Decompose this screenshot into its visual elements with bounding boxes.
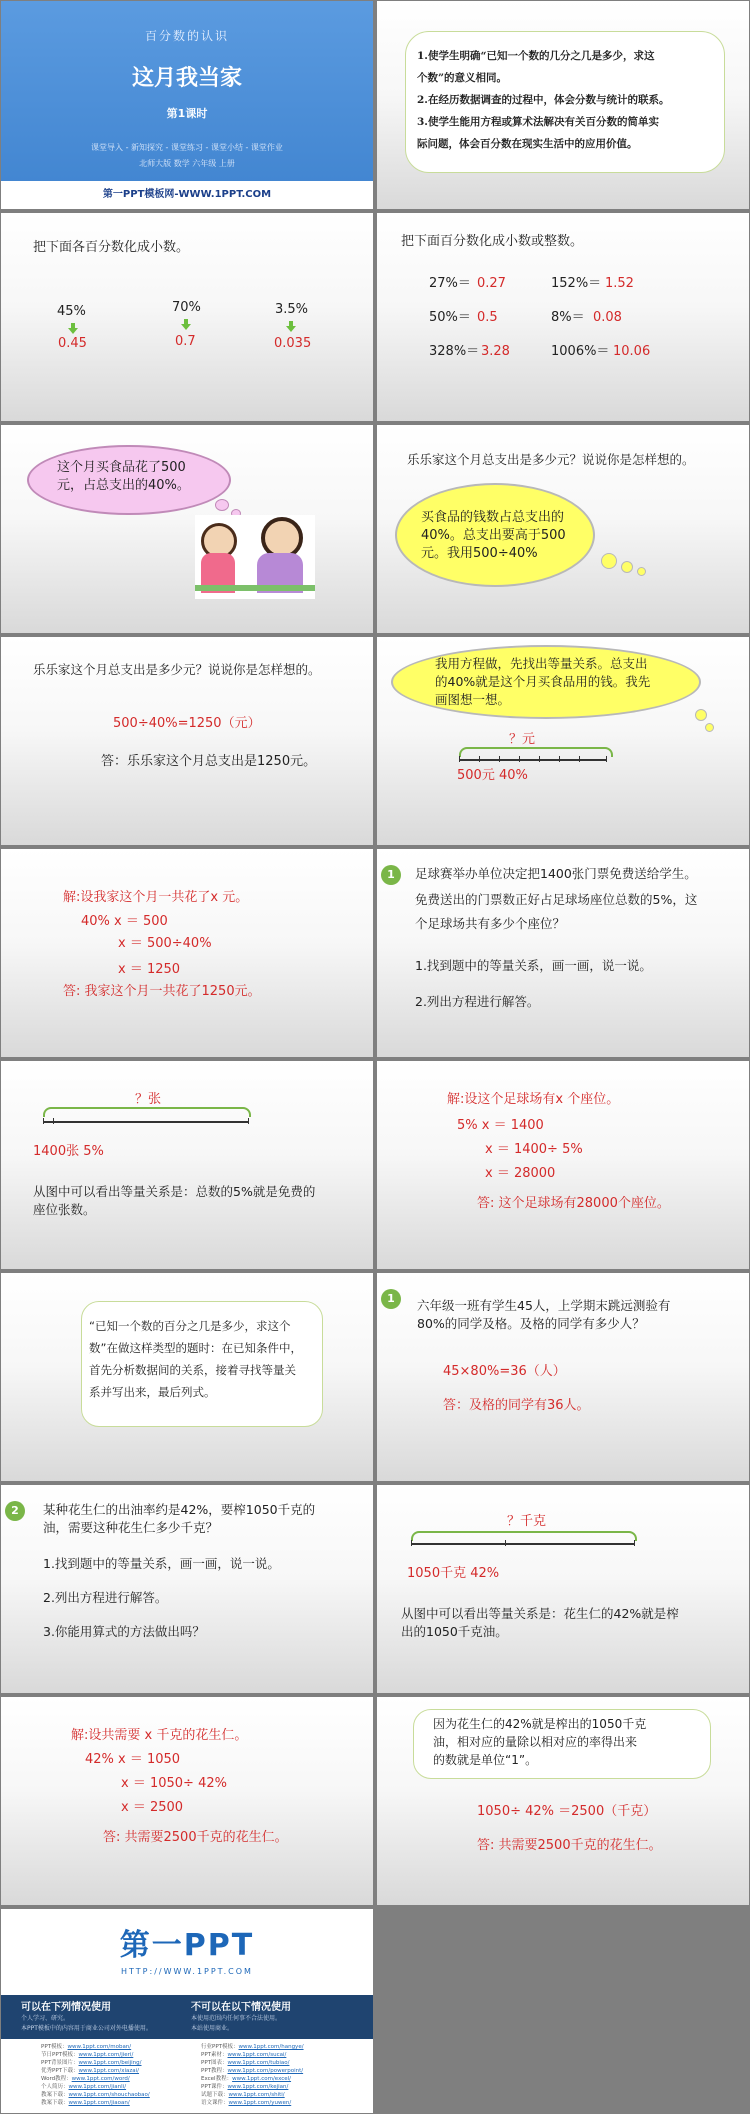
terms-note: 本站使用商业。 bbox=[191, 2025, 234, 2032]
slide-title[interactable] bbox=[1, 1, 373, 209]
problem-number-badge: 1 bbox=[381, 865, 401, 885]
step-line: 2.列出方程进行解答。 bbox=[43, 1590, 168, 1605]
percent-value: 45% bbox=[57, 304, 86, 319]
slide-solution-peanut[interactable] bbox=[1, 1697, 373, 1905]
resource-link-label: 行业PPT模板： bbox=[201, 2044, 239, 2050]
slide-main-title: 这月我当家 bbox=[131, 66, 242, 91]
resource-link-url[interactable]: www.1ppt.com/beijing/ bbox=[78, 2060, 142, 2066]
resource-link-url[interactable]: www.1ppt.com/jieri/ bbox=[78, 2052, 134, 2058]
step-line: 2.列出方程进行解答。 bbox=[415, 994, 540, 1009]
question-text: 乐乐家这个月总支出是多少元？说说你是怎样想的。 bbox=[33, 662, 321, 677]
slide-diagram-tickets[interactable] bbox=[1, 1061, 373, 1269]
calculation: 1050÷ 42% ＝2500（千克） bbox=[477, 1804, 657, 1819]
diagram-bottom-label: 500元 40% bbox=[457, 768, 528, 783]
step-line: 3.你能用算式的方法做出吗？ bbox=[43, 1624, 205, 1639]
solution-line: x ＝ 28000 bbox=[485, 1166, 556, 1181]
diagram-line bbox=[43, 1121, 249, 1123]
solution-line: 5% x ＝ 1400 bbox=[457, 1118, 544, 1133]
resource-link-row[interactable] bbox=[201, 2075, 291, 2083]
objective-line: 际问题，体会百分数在现实生活中的应用价值。 bbox=[417, 138, 638, 150]
slide-equation-think[interactable] bbox=[377, 637, 749, 845]
section-list: 课堂导入 - 新知探究 - 课堂练习 - 课堂小结 - 课堂作业 bbox=[91, 143, 283, 152]
site-name: 第一PPT模板网-WWW.1PPT.COM bbox=[102, 189, 272, 200]
resource-link-label: PPT模板： bbox=[41, 2044, 68, 2050]
relation-text: 从图中可以看出等量关系是：花生仁的42%就是榨 bbox=[401, 1606, 679, 1621]
table bbox=[195, 585, 315, 591]
resource-link-label: Word教程： bbox=[41, 2076, 72, 2082]
resource-link-row[interactable] bbox=[41, 2043, 131, 2051]
diagram-brace bbox=[43, 1107, 251, 1117]
slide-convert-mixed[interactable] bbox=[377, 213, 749, 421]
summary-line: 系并写出来，最后列式。 bbox=[89, 1385, 216, 1399]
slide-think-1[interactable] bbox=[377, 425, 749, 633]
brand-url: HTTP://WWW.1PPT.COM bbox=[121, 1967, 253, 1976]
bubble-line: 的40%就是这个月买食品用的钱。我先 bbox=[435, 674, 651, 689]
bubble-dot bbox=[601, 553, 617, 569]
bubble-line: 元，占总支出的40%。 bbox=[57, 478, 190, 493]
resource-link-row[interactable] bbox=[41, 2075, 130, 2083]
resource-link-label: 教案下载： bbox=[41, 2092, 69, 2098]
slide-practice-1[interactable] bbox=[377, 1273, 749, 1481]
question-text: 乐乐家这个月总支出是多少元？说说你是怎样想的。 bbox=[407, 452, 695, 467]
problem-line: 免费送出的门票数正好占足球场座位总数的5%，这 bbox=[415, 892, 698, 907]
solution-line: x ＝ 500÷40% bbox=[118, 936, 212, 951]
problem-line: 足球赛举办单位决定把1400张门票免费送给学生。 bbox=[415, 866, 697, 881]
question: 50%＝ bbox=[429, 310, 471, 325]
resource-link-row[interactable] bbox=[41, 2059, 142, 2067]
explanation-line: 油，相对应的量除以相对应的率得出来 bbox=[433, 1735, 638, 1749]
resource-link-row[interactable] bbox=[41, 2067, 139, 2075]
decimal-answer: 0.035 bbox=[274, 336, 312, 351]
diagram-top-label: ？张 bbox=[135, 1092, 162, 1107]
objective-line: 3.使学生能用方程或算术法解决有关百分数的简单实 bbox=[417, 116, 659, 128]
answer: 1.52 bbox=[605, 276, 634, 291]
question: 1006%＝ bbox=[551, 344, 610, 359]
bubble-line: 画图想一想。 bbox=[435, 692, 511, 707]
resource-link-row[interactable] bbox=[41, 2091, 150, 2099]
resource-link-row[interactable] bbox=[41, 2051, 133, 2059]
exercise-heading: 把下面百分数化成小数或整数。 bbox=[401, 234, 584, 249]
answer-text: 答: 共需要2500千克的花生仁。 bbox=[477, 1838, 662, 1853]
resource-link-url[interactable]: www.1ppt.com/yuwen/ bbox=[228, 2100, 292, 2106]
terms-note: 本使用范围内任何事不合法使用。 bbox=[191, 2015, 282, 2022]
resource-link-label: 个人简历： bbox=[41, 2084, 69, 2090]
question: 152%＝ bbox=[551, 276, 602, 291]
problem-line: 80%的同学及格。及格的同学有多少人？ bbox=[417, 1316, 645, 1331]
resource-link-url[interactable]: www.1ppt.com/powerpoint/ bbox=[227, 2068, 304, 2074]
down-arrow-icon bbox=[181, 319, 191, 330]
objective-line: 1.使学生明确“已知一个数的几分之几是多少，求这 bbox=[417, 50, 655, 62]
answer-text: 答：乐乐家这个月总支出是1250元。 bbox=[101, 754, 317, 769]
explanation-line: 因为花生仁的42%就是榨出的1050千克 bbox=[433, 1717, 647, 1731]
resource-link-url[interactable]: www.1ppt.com/sucai/ bbox=[227, 2052, 287, 2058]
objective-line: 2.在经历数据调查的过程中，体会分数与统计的联系。 bbox=[417, 94, 670, 106]
down-arrow-icon bbox=[68, 323, 78, 334]
terms-cannot-title: 不可以在以下情况使用 bbox=[191, 2002, 291, 2013]
summary-line: 首先分析数据间的关系，接着寻找等量关 bbox=[89, 1363, 296, 1377]
relation-text: 从图中可以看出等量关系是：总数的5%就是免费的 bbox=[33, 1184, 316, 1199]
calculation: 500÷40%=1250（元） bbox=[113, 716, 261, 731]
slide-convert-decimals[interactable] bbox=[1, 213, 373, 421]
resource-link-url[interactable]: www.1ppt.com/excel/ bbox=[232, 2076, 292, 2082]
bubble-dot bbox=[637, 567, 646, 576]
resource-link-row[interactable] bbox=[201, 2043, 304, 2051]
solution-line: 40% x ＝ 500 bbox=[81, 914, 168, 929]
problem-line: 个足球场共有多少个座位？ bbox=[415, 916, 566, 931]
slide-problem-2[interactable] bbox=[1, 1485, 373, 1693]
solution-line: 解:设这个足球场有x 个座位。 bbox=[447, 1092, 620, 1107]
problem-line: 六年级一班有学生45人，上学期末跳远测验有 bbox=[417, 1298, 671, 1313]
step-line: 1.找到题中的等量关系，画一画，说一说。 bbox=[43, 1556, 280, 1571]
resource-link-url[interactable]: www.1ppt.com/kejian/ bbox=[227, 2084, 289, 2090]
diagram-brace bbox=[459, 747, 613, 757]
slide-equation-solution[interactable] bbox=[1, 849, 373, 1057]
down-arrow-icon bbox=[286, 321, 296, 332]
resource-link-row[interactable] bbox=[201, 2083, 288, 2091]
resource-link-row[interactable] bbox=[201, 2051, 286, 2059]
explanation-line: 的数就是单位“1”。 bbox=[433, 1753, 538, 1767]
calculation: 45×80%=36（人） bbox=[443, 1364, 566, 1379]
solution-line: 解:设共需要 x 千克的花生仁。 bbox=[71, 1728, 248, 1743]
resource-link-url[interactable]: www.1ppt.com/tubiao/ bbox=[227, 2060, 290, 2066]
resource-link-label: PPT背景图片： bbox=[41, 2060, 79, 2066]
terms-can-title: 可以在下列情况使用 bbox=[21, 2002, 111, 2013]
objective-line: 个数”的意义相同。 bbox=[417, 72, 508, 84]
terms-banner bbox=[1, 1995, 373, 2039]
bubble-dot bbox=[215, 499, 229, 511]
resource-link-label: PPT课件： bbox=[201, 2084, 228, 2090]
slide-problem-1[interactable] bbox=[377, 849, 749, 1057]
resource-link-url[interactable]: www.1ppt.com/shiti/ bbox=[228, 2092, 285, 2098]
diagram-top-label: ？元 bbox=[509, 732, 536, 747]
slide-solution-tickets[interactable] bbox=[377, 1061, 749, 1269]
bubble-line: 40%。总支出要高于500 bbox=[421, 528, 566, 543]
resource-link-url[interactable]: www.1ppt.com/word/ bbox=[71, 2076, 130, 2082]
solution-line: 答: 这个足球场有28000个座位。 bbox=[477, 1196, 670, 1211]
question: 27%＝ bbox=[429, 276, 471, 291]
resource-link-url[interactable]: www.1ppt.com/xiazai/ bbox=[78, 2068, 140, 2074]
answer: 10.06 bbox=[613, 344, 651, 359]
resource-link-label: 节日PPT模板： bbox=[41, 2052, 79, 2058]
percent-value: 3.5% bbox=[275, 302, 309, 317]
site-strip bbox=[1, 181, 373, 209]
resource-link-label: 教案下载： bbox=[41, 2100, 69, 2106]
resource-link-row[interactable] bbox=[41, 2099, 130, 2107]
slide-brand-terms[interactable] bbox=[1, 1909, 373, 2113]
resource-link-url[interactable]: www.1ppt.com/moban/ bbox=[67, 2044, 132, 2050]
resource-links bbox=[1, 2043, 373, 2111]
resource-link-row[interactable] bbox=[201, 2067, 303, 2075]
problem-number-badge: 1 bbox=[381, 1289, 401, 1309]
bubble-dot bbox=[621, 561, 633, 573]
decimal-answer: 0.7 bbox=[175, 334, 196, 349]
solution-line: 答: 我家这个月一共花了1250元。 bbox=[63, 984, 261, 999]
resource-link-label: Excel教程： bbox=[201, 2076, 233, 2082]
slide-story-intro[interactable] bbox=[1, 425, 373, 633]
resource-link-label: 试题下载： bbox=[201, 2092, 229, 2098]
resource-link-label: 语文课件： bbox=[201, 2100, 229, 2106]
slide-objectives[interactable] bbox=[377, 1, 749, 209]
diagram-line bbox=[411, 1543, 635, 1545]
answer: 0.5 bbox=[477, 310, 498, 325]
percent-value: 70% bbox=[172, 300, 201, 315]
slide-solution-arithmetic[interactable] bbox=[1, 637, 373, 845]
bubble-dot bbox=[705, 723, 714, 732]
resource-link-url[interactable]: www.1ppt.com/jiaoan/ bbox=[68, 2100, 130, 2106]
bubble-line: 这个月买食品花了500 bbox=[57, 460, 186, 475]
diagram-bottom-label: 1050千克 42% bbox=[407, 1566, 500, 1581]
diagram-line bbox=[459, 759, 607, 761]
problem-number-badge: 2 bbox=[5, 1501, 25, 1521]
solution-line: x ＝ 1400÷ 5% bbox=[485, 1142, 583, 1157]
resource-link-label: PPT教程： bbox=[201, 2068, 228, 2074]
resource-link-url[interactable]: www.1ppt.com/shouchaobao/ bbox=[68, 2092, 150, 2098]
relation-text: 出的1050千克油。 bbox=[401, 1624, 508, 1639]
diagram-brace bbox=[411, 1531, 637, 1541]
solution-line: x ＝ 1250 bbox=[118, 962, 181, 977]
problem-line: 某种花生仁的出油率约是42%，要榨1050千克的 bbox=[43, 1502, 316, 1517]
lesson-label: 第1课时 bbox=[166, 107, 208, 120]
resource-link-label: PPT图表： bbox=[201, 2060, 228, 2066]
diagram-top-label: ？千克 bbox=[507, 1514, 547, 1529]
answer-text: 答：及格的同学有36人。 bbox=[443, 1398, 590, 1413]
step-line: 1.找到题中的等量关系，画一画，说一说。 bbox=[415, 958, 652, 973]
exercise-heading: 把下面各百分数化成小数。 bbox=[33, 240, 190, 255]
decimal-answer: 0.45 bbox=[58, 336, 87, 351]
slide-kicker: 百分数的认识 bbox=[144, 29, 229, 43]
resource-link-url[interactable]: www.1ppt.com/hangye/ bbox=[238, 2044, 304, 2050]
brand-logo: 第一PPT bbox=[119, 1928, 255, 1963]
summary-line: “已知一个数的百分之几是多少，求这个 bbox=[89, 1319, 291, 1333]
solution-line: x ＝ 1050÷ 42% bbox=[121, 1776, 227, 1791]
solution-line: x ＝ 2500 bbox=[121, 1800, 184, 1815]
diagram-bottom-label: 1400张 5% bbox=[33, 1144, 104, 1159]
resource-link-row[interactable] bbox=[201, 2059, 289, 2067]
bubble-dot bbox=[695, 709, 707, 721]
bubble-line: 我用方程做，先找出等量关系。总支出 bbox=[435, 656, 648, 671]
resource-link-row[interactable] bbox=[41, 2083, 126, 2091]
resource-link-label: 优秀PPT下载： bbox=[41, 2068, 79, 2074]
solution-line: 答: 共需要2500千克的花生仁。 bbox=[103, 1830, 288, 1845]
bubble-line: 元。我用500÷40% bbox=[421, 546, 538, 561]
resource-link-row[interactable] bbox=[201, 2091, 285, 2099]
solution-line: 解:设我家这个月一共花了x 元。 bbox=[63, 890, 249, 905]
slide-method-summary[interactable] bbox=[1, 1273, 373, 1481]
question: 328%＝ bbox=[429, 344, 480, 359]
resource-link-row[interactable] bbox=[201, 2099, 291, 2107]
resource-link-label: PPT素材： bbox=[201, 2052, 228, 2058]
problem-line: 油，需要这种花生仁多少千克？ bbox=[43, 1520, 219, 1535]
solution-line: 42% x ＝ 1050 bbox=[85, 1752, 181, 1767]
question: 8%＝ bbox=[551, 310, 585, 325]
terms-note: 个人学习、研究。 bbox=[21, 2015, 70, 2022]
terms-note: 本PPT模板中的内容用于商业公司对外电播使用。 bbox=[21, 2025, 152, 2032]
slide-diagram-peanut[interactable] bbox=[377, 1485, 749, 1693]
resource-link-url[interactable]: www.1ppt.com/jianli/ bbox=[68, 2084, 127, 2090]
family-illustration bbox=[195, 515, 315, 599]
answer: 0.08 bbox=[593, 310, 622, 325]
summary-line: 数”在做这样类型的题时：在已知条件中， bbox=[89, 1341, 302, 1355]
book-meta: 北师大版 数学 六年级 上册 bbox=[139, 159, 235, 168]
bubble-line: 买食品的钱数占总支出的 bbox=[421, 510, 565, 525]
answer: 3.28 bbox=[481, 344, 510, 359]
relation-text: 座位张数。 bbox=[33, 1202, 96, 1217]
answer: 0.27 bbox=[477, 276, 506, 291]
slide-arithmetic-peanut[interactable] bbox=[377, 1697, 749, 1905]
